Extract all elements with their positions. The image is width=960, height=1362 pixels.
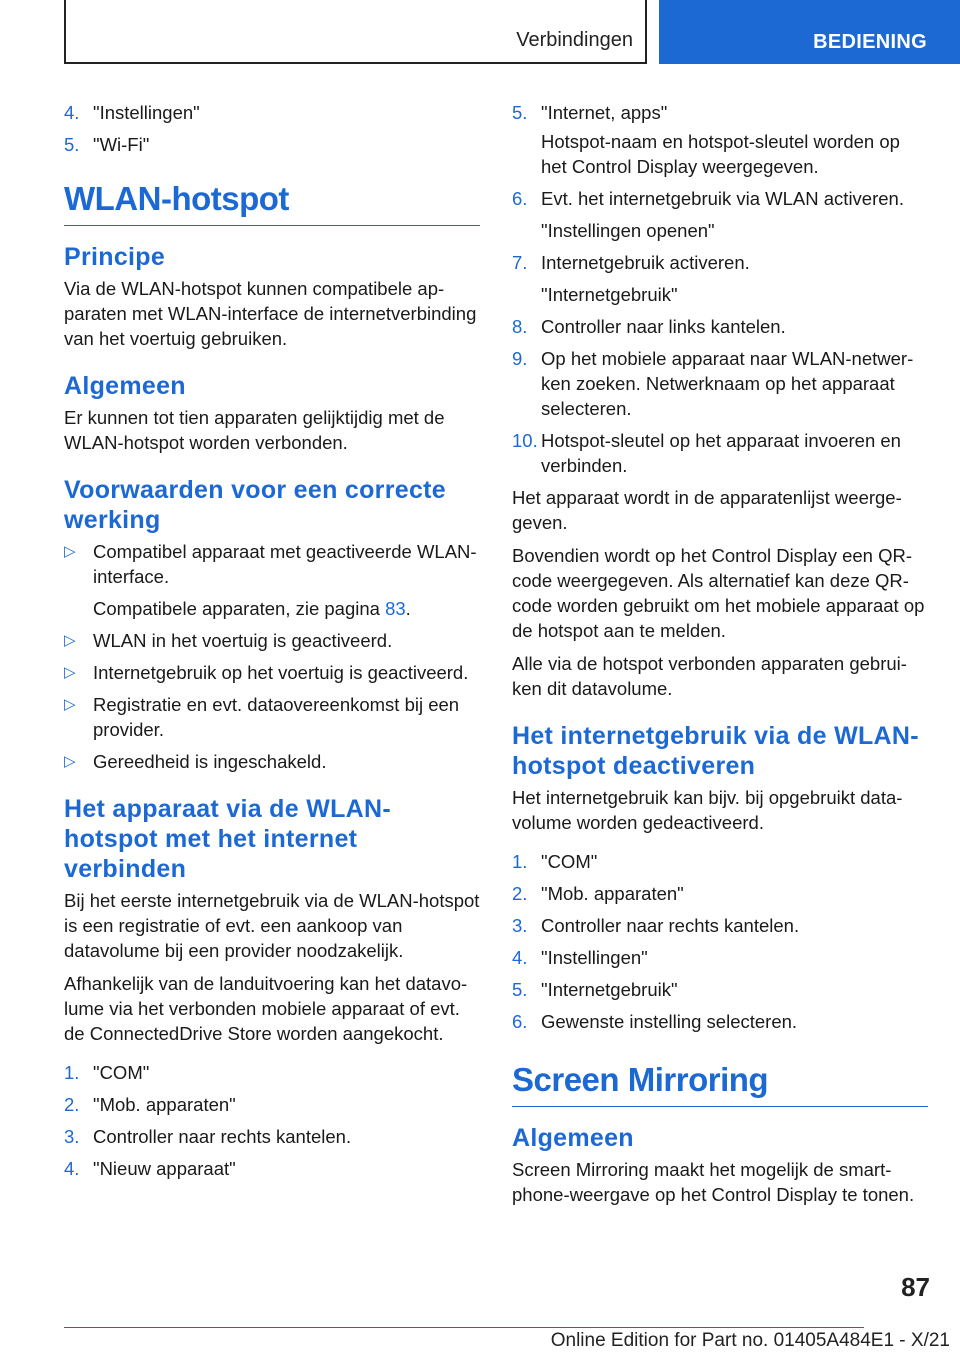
list-text: "Instellingen"	[541, 947, 648, 968]
list-number: 2.	[64, 1094, 80, 1115]
heading-principe: Principe	[64, 243, 166, 271]
list-number: 6.	[512, 188, 528, 209]
footer-edition: Online Edition for Part no. 01405A484E1 - X/21	[550, 1330, 950, 1351]
bullet-subtext-end: .	[405, 598, 411, 619]
left-column	[64, 100, 480, 1188]
list-item	[64, 132, 480, 157]
paragraph-principe: Via de WLAN-hotspot kunnen compatibele apparaten met WLAN-interface de internetverbinding van het voertuig gebruiken.	[64, 278, 477, 349]
list-text: "Mob. apparaten"	[541, 883, 684, 904]
list-number: 10.	[512, 430, 538, 451]
list-text: "Internetgebruik"	[541, 979, 678, 1000]
triangle-bullet-icon: ▷	[64, 632, 76, 649]
chapter-title: BEDIENING	[813, 31, 927, 53]
list-item	[64, 1060, 480, 1085]
bullet-text: Compatibel apparaat met geactiveerde WLAN-interface.	[93, 541, 477, 587]
list-number: 6.	[512, 1011, 528, 1032]
list-text: "COM"	[541, 851, 598, 872]
list-item	[512, 428, 928, 478]
list-number: 1.	[512, 851, 528, 872]
triangle-bullet-icon: ▷	[64, 696, 76, 713]
paragraph-qr-code: Bovendien wordt op het Control Display een QR-code weergegeven. Als alternatief kan deze QR-code worden gebruikt om het mobiele apparaat op de hotspot aan te melden.	[512, 545, 925, 641]
triangle-bullet-icon: ▷	[64, 753, 76, 770]
paragraph-apparatenlijst: Het apparaat wordt in de apparatenlijst weergegeven.	[512, 487, 902, 533]
right-column	[512, 100, 928, 1215]
heading-voorwaarden: Voorwaarden voor een correcte werking	[64, 476, 446, 534]
footer-divider	[64, 1327, 864, 1328]
heading-deactiveren: Het internetgebruik via de WLAN-hotspot deactiveren	[512, 722, 919, 780]
paragraph-mirroring: Screen Mirroring maakt het mogelijk de smartphone-weergave op het Control Display te tonen.	[512, 1159, 915, 1205]
list-number: 4.	[64, 1158, 80, 1179]
list-item	[512, 881, 928, 906]
list-item	[64, 1156, 480, 1181]
bullet-subtext: Compatibele apparaten, zie pagina	[93, 598, 386, 619]
bullet-item	[64, 749, 480, 774]
list-item	[64, 100, 480, 125]
header-section-box	[64, 0, 647, 64]
list-text: "Nieuw apparaat"	[93, 1158, 236, 1179]
list-number: 8.	[512, 316, 528, 337]
list-item	[512, 346, 928, 421]
section-title: Verbindingen	[516, 29, 633, 51]
list-item	[512, 945, 928, 970]
list-item	[64, 1124, 480, 1149]
bullet-text: Internetgebruik op het voertuig is geactiveerd.	[93, 662, 469, 683]
list-text: Hotspot-sleutel op het apparaat invoeren en verbinden.	[541, 430, 901, 476]
list-number: 2.	[512, 883, 528, 904]
heading-verbinden: Het apparaat via de WLAN-hotspot met het internet verbinden	[64, 795, 392, 883]
page-link[interactable]: 83	[385, 598, 406, 619]
header-chapter-box	[659, 0, 960, 64]
list-item	[512, 314, 928, 339]
list-text: "COM"	[93, 1062, 150, 1083]
heading-wlan-hotspot: WLAN-hotspot	[64, 179, 480, 226]
paragraph-verbinden-2: Afhankelijk van de landuitvoering kan het datavolume via het verbonden mobiele apparaat of evt. de ConnectedDrive Store worden aangekocht.	[64, 973, 468, 1044]
list-number: 4.	[64, 102, 80, 123]
list-number: 7.	[512, 252, 528, 273]
list-item	[512, 849, 928, 874]
list-number: 1.	[64, 1062, 80, 1083]
list-item	[512, 1009, 928, 1034]
bullet-item	[64, 539, 480, 621]
list-text: Evt. het internetgebruik via WLAN activeren.	[541, 188, 904, 209]
triangle-bullet-icon: ▷	[64, 664, 76, 681]
heading-algemeen-2: Algemeen	[512, 1124, 634, 1152]
heading-algemeen: Algemeen	[64, 372, 186, 400]
list-item	[512, 913, 928, 938]
bullet-item	[64, 660, 480, 685]
list-text: Controller naar rechts kantelen.	[541, 915, 800, 936]
list-item	[64, 1092, 480, 1117]
list-number: 5.	[64, 134, 80, 155]
list-text: "Mob. apparaten"	[93, 1094, 236, 1115]
paragraph-verbinden-1: Bij het eerste internetgebruik via de WLAN-hotspot is een registratie of evt. een aankoop van datavolume bij een provider noodzakelijk.	[64, 890, 480, 961]
list-number: 4.	[512, 947, 528, 968]
triangle-bullet-icon: ▷	[64, 543, 76, 560]
page-number: 87	[901, 1272, 930, 1302]
list-text: Controller naar links kantelen.	[541, 316, 786, 337]
list-text: Controller naar rechts kantelen.	[93, 1126, 352, 1147]
bullet-text: Gereedheid is ingeschakeld.	[93, 751, 327, 772]
bullet-text: Registratie en evt. dataovereenkomst bij een provider.	[93, 694, 460, 740]
list-text: "Instellingen"	[93, 102, 200, 123]
bullet-item	[64, 692, 480, 742]
list-text: Internetgebruik activeren.	[541, 252, 750, 273]
list-subtext: Hotspot-naam en hotspot-sleutel worden op het Control Display weergegeven.	[541, 131, 900, 177]
list-text: Op het mobiele apparaat naar WLAN-netwerken zoeken. Netwerknaam op het apparaat selecteren.	[541, 348, 914, 419]
bullet-item	[64, 628, 480, 653]
list-subtext: "Instellingen openen"	[541, 220, 715, 241]
heading-screen-mirroring: Screen Mirroring	[512, 1060, 928, 1107]
list-number: 3.	[64, 1126, 80, 1147]
list-number: 5.	[512, 979, 528, 1000]
bullet-text: WLAN in het voertuig is geactiveerd.	[93, 630, 393, 651]
list-item	[512, 186, 928, 243]
list-text: "Wi-Fi"	[93, 134, 150, 155]
paragraph-algemeen: Er kunnen tot tien apparaten gelijktijdig met de WLAN-hotspot worden verbonden.	[64, 407, 445, 453]
paragraph-deactiveren: Het internetgebruik kan bijv. bij opgebruikt datavolume worden gedeactiveerd.	[512, 787, 903, 833]
list-subtext: "Internetgebruik"	[541, 284, 678, 305]
list-number: 5.	[512, 102, 528, 123]
list-text: Gewenste instelling selecteren.	[541, 1011, 798, 1032]
list-number: 9.	[512, 348, 528, 369]
list-item	[512, 977, 928, 1002]
list-number: 3.	[512, 915, 528, 936]
paragraph-datavolume: Alle via de hotspot verbonden apparaten gebruiken dit datavolume.	[512, 653, 907, 699]
list-item	[512, 250, 928, 307]
list-text: "Internet, apps"	[541, 102, 668, 123]
list-item	[512, 100, 928, 179]
